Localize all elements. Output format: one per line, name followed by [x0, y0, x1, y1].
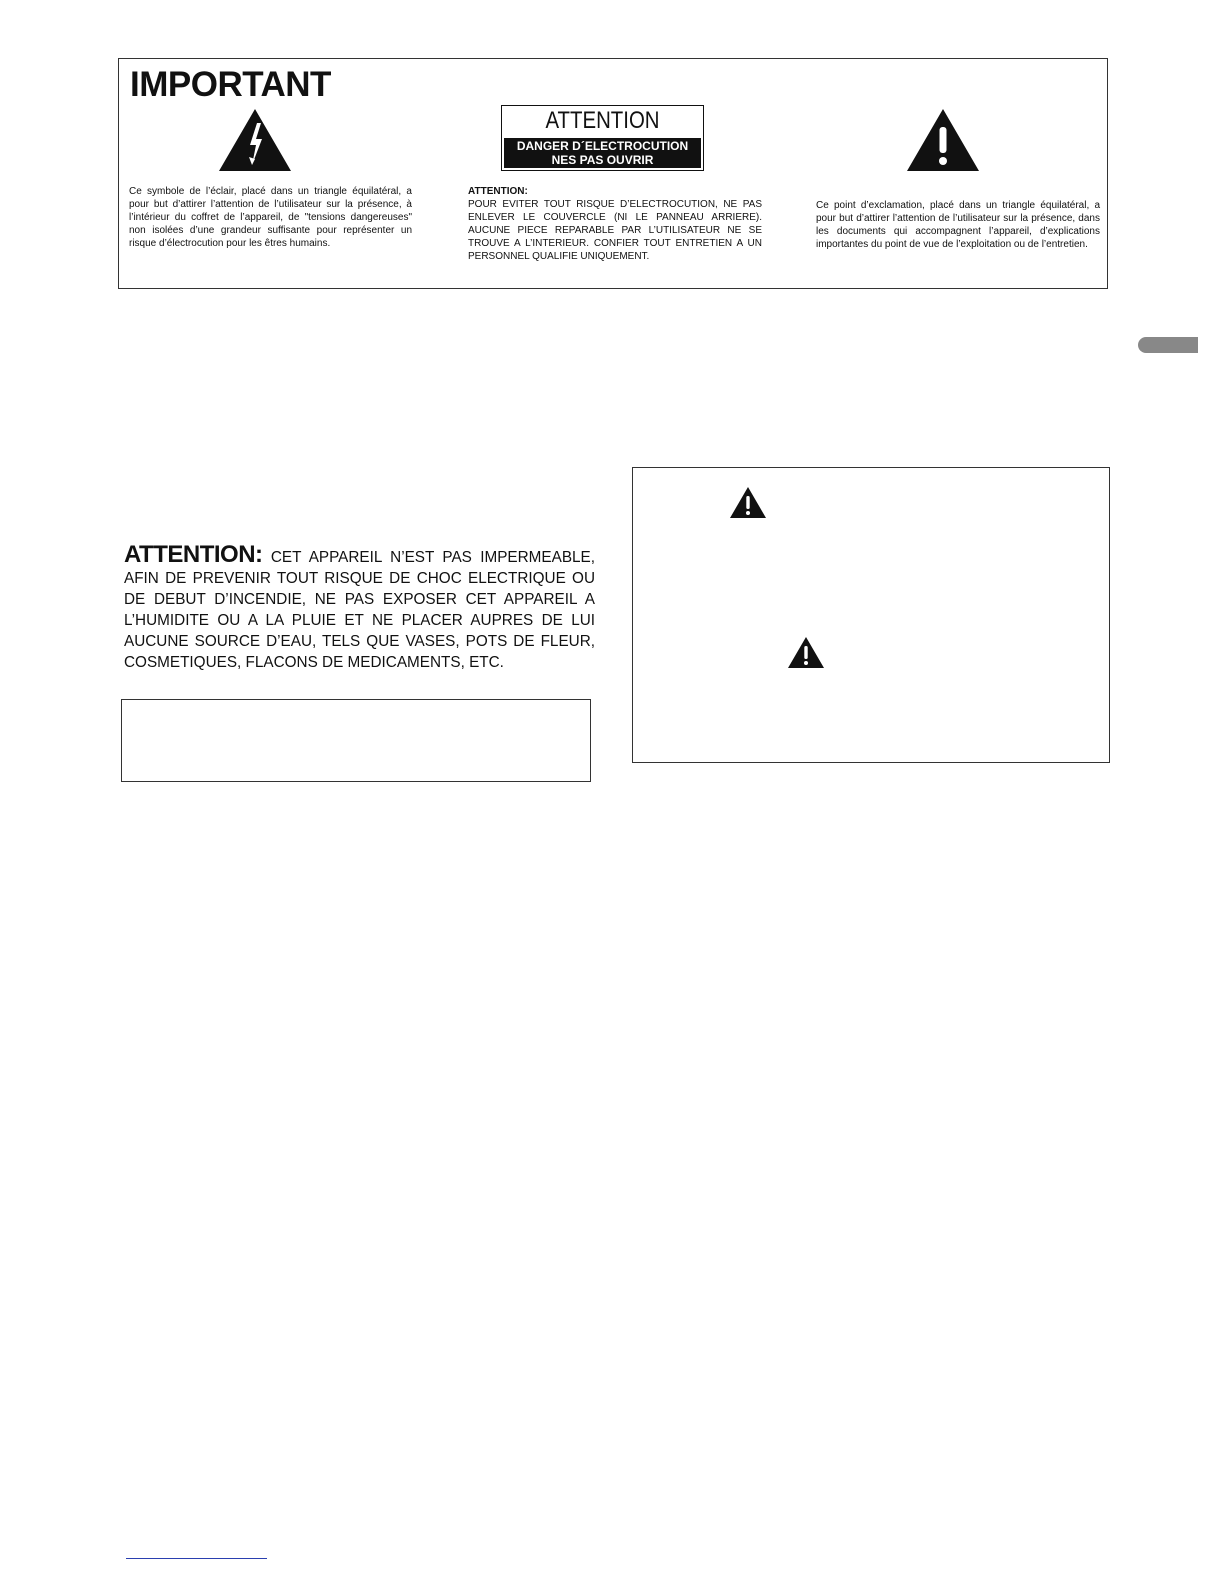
warning-triangle-icon [729, 486, 767, 519]
water-warning-text: CET APPAREIL N’EST PAS IMPERMEABLE, AFIN DE PREVENIR TOUT RISQUE DE CHOC ELECTRIQUE OU DE DEBUT D’INCENDIE, NE PAS EXPOSER CET APPAREIL A L’HUMIDITE OU A LA PLUIE ET NE PLACER AUPRES DE LUI AUCUNE SOURCE D’EAU, TELS QUE VASES, POTS DE FLEUR, COSMETIQUES, FLACONS DE MEDICAMENTS, ETC. [124, 549, 595, 671]
attention-label-danger [504, 138, 701, 168]
important-notice-box [118, 58, 1108, 289]
attention-instructions-text: POUR EVITER TOUT RISQUE D’ELECTROCUTION, NE PAS ENLEVER LE COUVERCLE (NI LE PANNEAU ARRIERE). AUCUNE PIECE REPARABLE PAR L’UTILISATEUR NE SE TROUVE A L’INTERIEUR. CONFIER TOUT ENTRETIEN A UN PERSONNEL QUALIFIE UNIQUEMENT. [468, 199, 762, 262]
water-warning-paragraph [124, 541, 595, 673]
attention-label-line2: NES PAS OUVRIR [551, 153, 654, 167]
lightning-bolt-triangle-icon [217, 107, 293, 173]
important-title: IMPORTANT [130, 65, 331, 104]
lightning-symbol-explanation: Ce symbole de l’éclair, placé dans un triangle équilatéral, a pour but d’attirer l’attention de l’utilisateur sur la présence, à l’intérieur du coffret de l’appareil, de "tensions dangereuses" non isolées d’une grandeur suffisante pour représenter un risque d’électrocution pour les êtres humains. [129, 186, 412, 249]
attention-instructions [468, 185, 762, 263]
attention-label-title: ATTENTION [545, 107, 660, 134]
exclamation-triangle-icon [905, 107, 981, 173]
attention-instructions-heading: ATTENTION: [468, 186, 528, 197]
water-warning-heading: ATTENTION: [124, 541, 263, 568]
notice-box-right [632, 467, 1110, 763]
section-tab [1138, 337, 1198, 353]
notice-box-left [121, 699, 591, 782]
attention-warning-label [501, 105, 704, 171]
exclamation-symbol-explanation: Ce point d’exclamation, placé dans un triangle équilatéral, a pour but d’attirer l’attention de l’utilisateur sur la présence, dans les documents qui accompagnent l’appareil, d’explications importantes du point de vue de l’exploitation ou de l’entretien. [816, 200, 1100, 250]
footer-rule [126, 1558, 267, 1559]
warning-triangle-icon [787, 636, 825, 669]
attention-label-line1: DANGER D´ELECTROCUTION [516, 139, 689, 153]
